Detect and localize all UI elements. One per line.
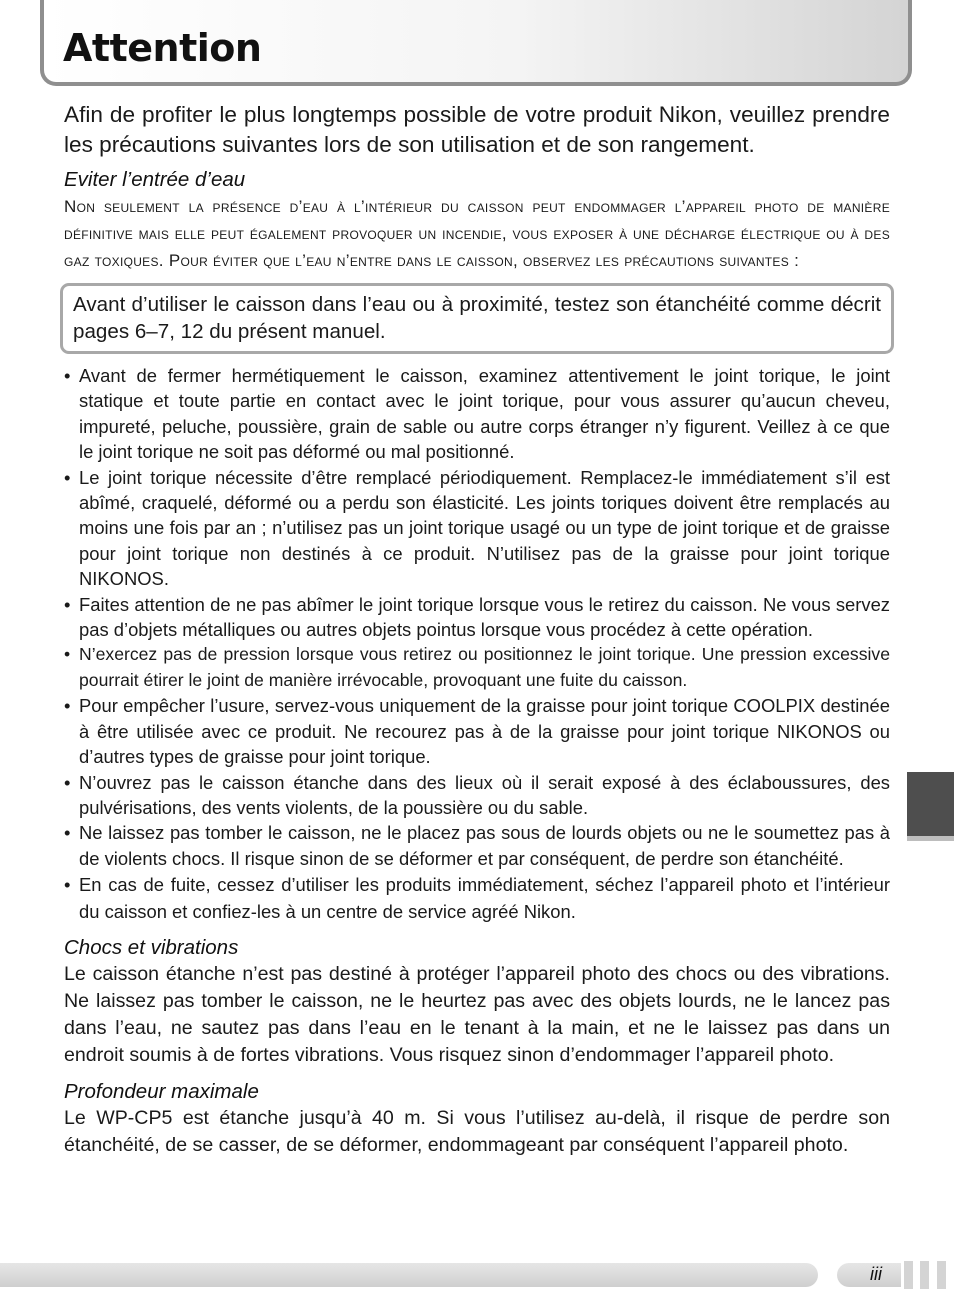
page-title: Attention: [63, 26, 262, 70]
intro-paragraph: Afin de profiter le plus longtemps possible de votre produit Nikon, veuillez prendre les précautions suivantes lors de son utilisation et de son rangement.: [64, 102, 890, 157]
list-item: • Avant de fermer hermétiquement le caisson, examinez attentivement le joint torique, le joint statique et toute partie en contact avec le joint torique, pour vous assurer qu’aucun cheveu, impureté, peluche, poussière, grain de sable ou autre corps étranger n’y figurent. Veillez à ce que le joint torique ne soit pas déformé ou mal positionné.: [64, 363, 890, 465]
water-warning-text: Non seulement la présence d’eau à l’intérieur du caisson peut endommager l’appareil photo de manière définitive mais elle peut également provoquer un incendie, vous exposer à une décharge électrique ou à des gaz toxiques. Pour éviter que l’eau n’entre dans le caisson, observez les précautions suivantes :: [64, 197, 890, 270]
list-item: • Le joint torique nécessite d’être remplacé périodiquement. Remplacez-le immédiatement s’il est abîmé, craquelé, déformé ou a perdu son élasticité. Les joints toriques doivent être remplacés au moins une fois par an ; n’utilisez pas un joint torique usagé ou un type de joint torique et de graisse pour joint torique non destinés à ce produit. N’utilisez pas de la graisse pour joint torique NIKONOS.: [64, 465, 890, 592]
depth-paragraph: Le WP-CP5 est étanche jusqu’à 40 m. Si vous l’utilisez au-delà, il risque de perdre son étanchéité, de se casser, de se déformer, endommageant par conséquent l’appareil photo.: [64, 1107, 890, 1157]
side-tab: [907, 772, 954, 836]
section-heading-shock: Chocs et vibrations: [64, 936, 239, 960]
main-content: [64, 100, 890, 1159]
precautions-list: [64, 363, 890, 925]
note-box: Avant d’utiliser le caisson dans l’eau ou à proximité, testez son étanchéité comme décrit pages 6–7, 12 du présent manuel.: [60, 283, 894, 354]
page-number: iii: [870, 1264, 882, 1284]
list-item: • N’exercez pas de pression lorsque vous retirez ou positionnez le joint torique. Une pression excessive pourrait étirer le joint de manière irrévocable, provoquant une fuite du caisson.: [64, 642, 890, 693]
section-heading-depth: Profondeur maximale: [64, 1080, 259, 1104]
footer-stripe: [904, 1261, 913, 1289]
footer-stripe: [937, 1261, 946, 1289]
list-item: • Pour empêcher l’usure, servez-vous uniquement de la graisse pour joint torique COOLPIX destinée à être utilisée avec ce produit. Ne recourez pas à de la graisse pour joint torique NIKONOS ou d’autres types de graisse pour joint torique.: [64, 693, 890, 769]
list-item: • N’ouvrez pas le caisson étanche dans des lieux où il serait exposé à des éclaboussures, des pulvérisations, des vents violents, de la poussière ou du sable.: [64, 770, 890, 821]
spacer: [64, 925, 890, 935]
section-heading-water: Eviter l’entrée d’eau: [64, 168, 246, 191]
list-item: • En cas de fuite, cessez d’utiliser les produits immédiatement, séchez l’appareil photo et l’intérieur du caisson et confiez-les à un centre de service agréé Nikon.: [64, 871, 890, 925]
footer-stripe: [920, 1261, 929, 1289]
footer-bar: [0, 1263, 818, 1287]
footer-pill: [837, 1263, 901, 1287]
shock-paragraph: Le caisson étanche n’est pas destiné à protéger l’appareil photo des chocs ou des vibrations. Ne laissez pas tomber le caisson, ne le heurtez pas avec des objets lourds, ne le lancez pas dans l’eau, ne sautez pas dans l’eau en le tenant à la main, et ne le laissez pas dans un endroit soumis à de fortes vibrations. Vous risquez sinon d’endommager l’appareil photo.: [64, 963, 890, 1067]
spacer: [64, 1069, 890, 1079]
list-item: • Ne laissez pas tomber le caisson, ne le placez pas sous de lourds objets ou ne le soumettez pas à de violents chocs. Il risque sinon de se déformer et par conséquent, de perdre son étanchéité.: [64, 820, 890, 871]
list-item: • Faites attention de ne pas abîmer le joint torique lorsque vous le retirez du caisson. Ne vous servez pas d’objets métalliques ou autres objets pointus lorsque vous procédez à cette opération.: [64, 592, 890, 643]
